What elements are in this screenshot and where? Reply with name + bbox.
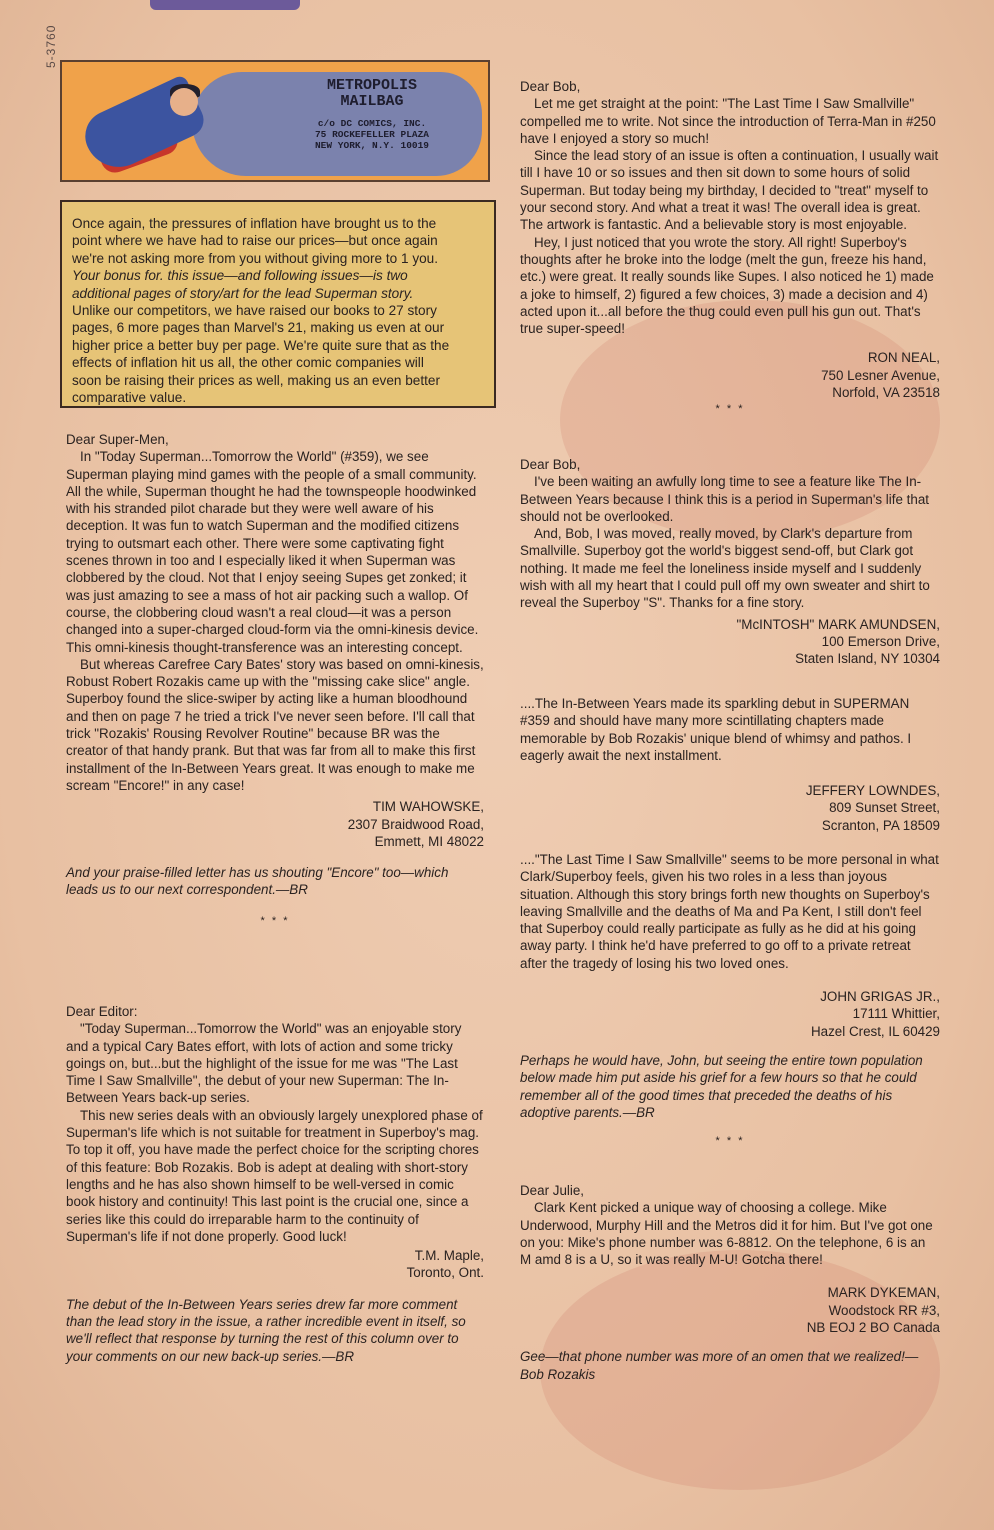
signature-address: Woodstock RR #3,	[828, 1302, 940, 1318]
signature-city: Toronto, Ont.	[406, 1265, 484, 1281]
superman-head	[170, 88, 198, 116]
signature-address: 100 Emerson Drive,	[821, 633, 940, 649]
editor-reply: Gee—that phone number was more of an omen that we realized!—Bob Rozakis	[520, 1349, 919, 1382]
editor-reply: The debut of the In-Between Years series drew far more comment than the lead story in the issue, a rather incredible event in itself, so we'll reflect that response by turning the rest of this column over to your comments on our new back-up series.—BR	[66, 1296, 466, 1364]
letter-paragraph: Hey, I just noticed that you wrote the story. All right! Superboy's thoughts after he broke into the lodge (melt the gun, freeze his hand, etc.) were great. It really sounds like Supes. I also noticed he 1) made a joke to himself, 2) figured a few choices, 3) made a decision and 4) acted upon it...all before the thug could even pull his gun out. That's true super-speed!	[520, 234, 934, 337]
letter-jeffery-lowndes	[520, 695, 940, 834]
signature-name: JEFFERY LOWNDES,	[805, 783, 940, 799]
metropolis-mailbag-banner	[60, 60, 490, 182]
notice-line: Your bonus for. this issue—and following issues—is two	[72, 268, 408, 284]
signature-name: RON NEAL,	[867, 350, 940, 366]
section-divider: * * *	[715, 1135, 745, 1148]
editor-reply: Perhaps he would have, John, but seeing the entire town population below made him put aside his grief for a few hours so that he could remember all of the good times that preceded the deaths of his adoptive parents.—BR	[520, 1052, 923, 1120]
signature-city: NB EOJ 2 BO Canada	[806, 1320, 940, 1336]
mailbag-address-line1: c/o DC COMICS, INC.	[317, 118, 427, 129]
letter-paragraph: And, Bob, I was moved, really moved, by Clark's departure from Smallville. Superboy got the world's biggest send-off, but Clark got nothing. It made me feel the loneliness inside myself and I suddenly wish with all my heart that I could pull off my own sweater and shirt to reveal the Superboy "S". Thanks for a fine story.	[520, 526, 930, 611]
letter-john-grigas	[520, 851, 940, 1150]
signature-city: Staten Island, NY 10304	[795, 651, 940, 667]
letter-paragraph: Since the lead story of an issue is often a continuation, I usually wait till I have 10 or so issues and then sit down to some hours of solid Superman. But today being my birthday, I decided to "treat" myself to your second story. And what a treat it was! The overall idea is great. The artwork is fantastic. And a believable story is most enjoyable.	[520, 148, 939, 233]
letter-paragraph: ....The In-Between Years made its sparkling debut in SUPERMAN #359 and should have many more scintillating chapters made memorable by Bob Rozakis' unique blend of whimsy and pathos. I eagerly await the next installment.	[520, 696, 912, 763]
letter-tim-wahowske	[66, 431, 484, 930]
letter-paragraph: Clark Kent picked a unique way of choosing a college. Mike Underwood, Murphy Hill and the Metros did it for him. But I've got one on you: Mike's phone number was 6-8812. On the telephone, 6 is an M amd 8 is a U, so it was really M-U! Gotcha there!	[520, 1200, 933, 1268]
mailbag-title-line1: METROPOLIS	[326, 77, 417, 94]
signature-city: Hazel Crest, IL 60429	[810, 1023, 940, 1039]
catalog-code: 5-3760	[44, 24, 58, 68]
salutation: Dear Julie,	[520, 1183, 585, 1198]
salutation: Dear Bob,	[520, 457, 581, 472]
signature-name: MARK DYKEMAN,	[827, 1285, 940, 1301]
signature-name: TIM WAHOWSKE,	[372, 799, 484, 815]
signature-city: Scranton, PA 18509	[821, 817, 940, 833]
salutation: Dear Super-Men,	[66, 432, 169, 447]
mailbag-title-line2: MAILBAG	[340, 93, 404, 110]
editor-reply: And your praise-filled letter has us shouting "Encore" too—which leads us to our next correspondent.—BR	[66, 865, 449, 898]
signature-name: T.M. Maple,	[414, 1248, 484, 1264]
signature-address: 750 Lesner Avenue,	[821, 367, 940, 383]
salutation: Dear Editor:	[66, 1004, 138, 1019]
salutation: Dear Bob,	[520, 79, 581, 94]
letter-mark-dykeman	[520, 1182, 940, 1383]
letter-paragraph: I've been waiting an awfully long time to see a feature like The In-Between Years because I think this is a period in Superman's life that should not be overlooked.	[520, 474, 929, 524]
inflation-notice	[60, 200, 496, 408]
signature-name: "McINTOSH" MARK AMUNDSEN,	[736, 616, 940, 632]
signature-name: JOHN GRIGAS JR.,	[820, 989, 940, 1005]
signature-address: 809 Sunset Street,	[829, 800, 940, 816]
letter-paragraph: Let me get straight at the point: "The Last Time I Saw Smallville" compelled me to write. Not since the introduction of Terra-Man in #250 have I enjoyed a story so much!	[520, 96, 936, 146]
letter-paragraph: "Today Superman...Tomorrow the World" was an enjoyable story and a typical Cary Bates effort, with lots of action and some tricky goings on, but...but the highlight of the issue for me was "The Last Time I Saw Smallville", the debut of your new Superman: The In-Between Years back-up series.	[66, 1021, 462, 1106]
notice-line: higher price a better buy per page. We're quite sure that as the	[72, 337, 450, 353]
letter-ron-neal	[520, 78, 940, 419]
notice-line: soon be raising their prices as well, making us an even better	[72, 372, 440, 388]
purple-tab	[150, 0, 300, 10]
letter-paragraph: In "Today Superman...Tomorrow the World" (#359), we see Superman playing mind games with the people of a small community. All the while, Superman thought he had the townspeople hoodwinked with his stranded pilot charade but they were well aware of his deception. It was fun to watch Superman and the modified citizens trying to outsmart each other. There were some captivating fight scenes thrown in too and I especially liked it when Superman was clobbered by the cloud. Not that I enjoy seeing Supes get zonked; it was just amazing to see a mass of hot air packing such a wallop. Of course, the clobbering cloud wasn't a real cloud—it was a person changed into a super-charged cloud-form via the omni-kinesis device. This omni-kinesis thought-transference was an interesting concept.	[66, 449, 479, 655]
letter-paragraph: But whereas Carefree Cary Bates' story was based on omni-kinesis, Robust Robert Rozakis came up with the "missing cake slice" angle. Superboy found the slice-swiper by acting like a human bloodhound and then on page 7 he tried a trick I've never seen before. I'll call that trick "Rozakis' Rousing Revolver Routine" because BR was the creator of that handy prank. But that was far from all to make this first installment of the In-Between Years great. It was enough to make me scream "Encore!" in any case!	[66, 656, 484, 793]
notice-line: pages, 6 more pages than Marvel's 21, making us even at our	[72, 320, 445, 336]
signature-city: Emmett, MI 48022	[374, 833, 484, 849]
section-divider: * * *	[715, 403, 745, 416]
mailbag-address-line3: NEW YORK, N.Y. 10019	[314, 140, 430, 151]
notice-line: effects of inflation hit us all, the other comic companies will	[72, 355, 424, 371]
signature-address: 2307 Braidwood Road,	[347, 816, 484, 832]
mailbag-address-line2: 75 ROCKEFELLER PLAZA	[314, 129, 430, 140]
signature-address: 17111 Whittier,	[852, 1006, 940, 1022]
notice-line: Unlike our competitors, we have raised our books to 27 story	[72, 303, 437, 319]
notice-line: we're not asking more from you without giving more to 1 you.	[72, 250, 439, 266]
notice-line: point where we have had to raise our prices—but once again	[72, 233, 438, 249]
notice-line: additional pages of story/art for the lead Superman story.	[72, 285, 414, 301]
notice-line: comparative value.	[72, 390, 187, 406]
notice-line: Once again, the pressures of inflation have brought us to the	[72, 216, 437, 231]
letter-mark-amundsen	[520, 456, 940, 668]
letter-tm-maple	[66, 1003, 484, 1365]
letter-paragraph: ...."The Last Time I Saw Smallville" seems to be more personal in what Clark/Superboy feels, given his two roles in a less than joyous situation. Although this story brings forth new thoughts on Superboy's leaving Smallville and the deaths of Ma and Pa Kent, I still don't feel that Superboy could really participate as fully as he did at his going away party. I think he'd have preferred to go off to a private retreat after the tragedy of losing his two loved ones.	[520, 852, 939, 971]
signature-city: Norfold, VA 23518	[832, 385, 940, 401]
mailbag-text	[272, 78, 472, 151]
letter-paragraph: This new series deals with an obviously largely unexplored phase of Superman's life which is not suitable for treatment in Superboy's mag. To top it off, you have made the perfect choice for the scripting chores of this feature: Bob Rozakis. Bob is adept at dealing with short-story lengths and he has also shown himself to be well-versed in comic book history and continuity! This last point is the crucial one, since a series like this could do irreparable harm to the continuity of Superman's life if not done properly. Good luck!	[66, 1107, 483, 1244]
section-divider: * * *	[260, 914, 290, 927]
